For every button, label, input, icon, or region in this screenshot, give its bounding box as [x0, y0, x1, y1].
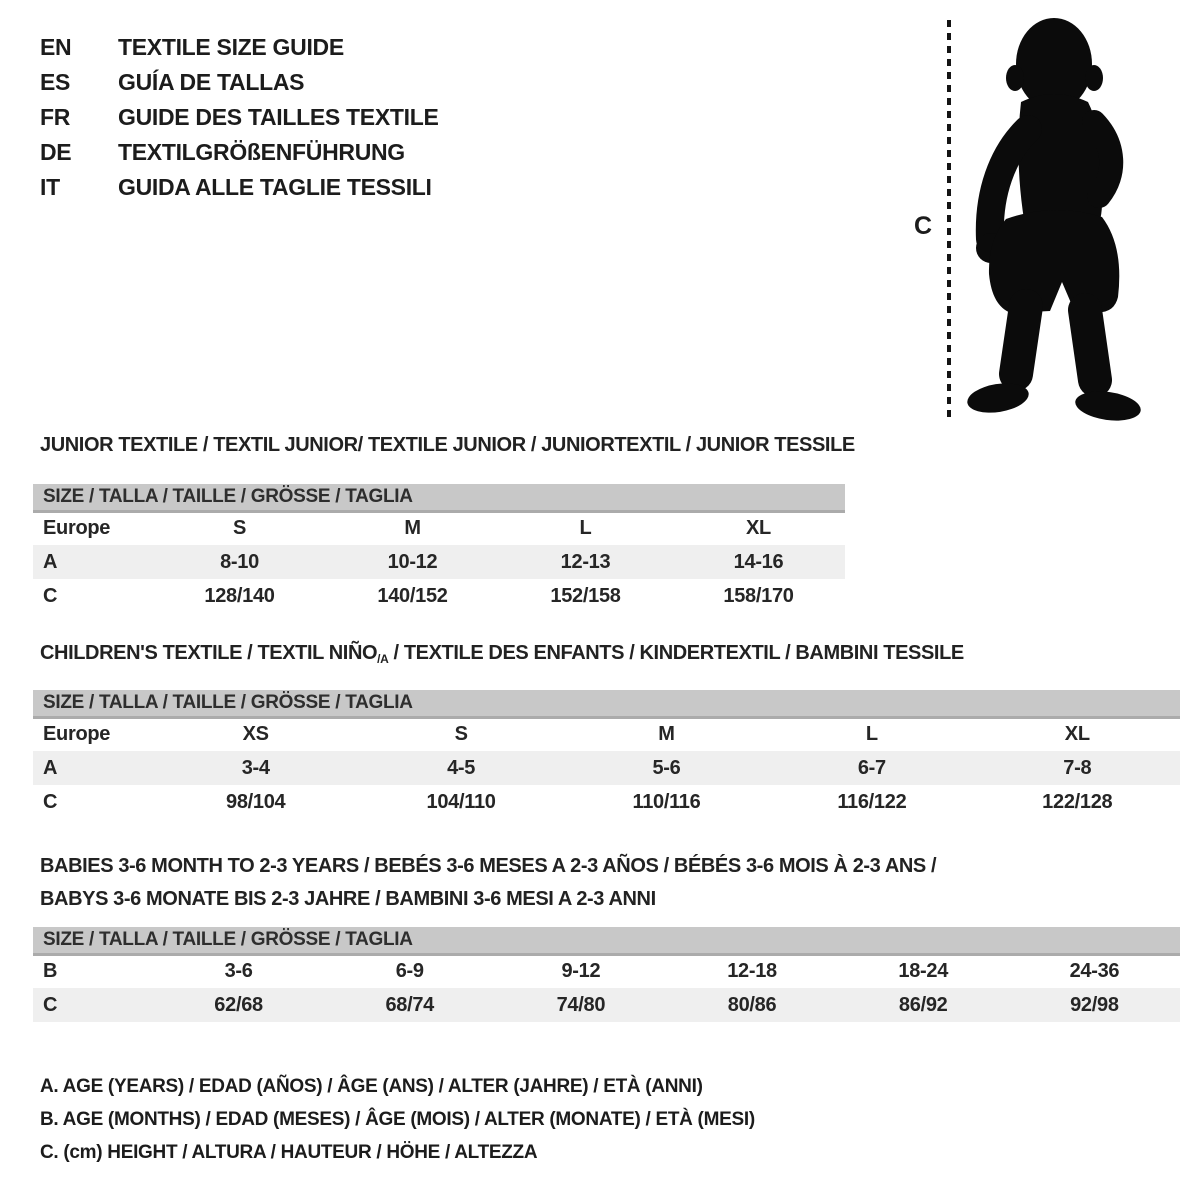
height-measure-label: C — [914, 212, 933, 240]
size-cell: 86/92 — [898, 993, 948, 1016]
size-cell: 24-36 — [1069, 960, 1120, 983]
language-row — [40, 65, 439, 100]
row-label: C — [43, 993, 58, 1016]
size-cell: 68/74 — [385, 993, 435, 1016]
children-section-title — [40, 642, 964, 666]
table-row — [33, 545, 845, 579]
language-row — [40, 135, 439, 170]
table-row — [33, 785, 1180, 819]
row-label: A — [43, 756, 58, 779]
size-cell: 62/68 — [214, 993, 263, 1016]
language-title: GUIDA ALLE TAGLIE TESSILI — [118, 174, 432, 200]
row-label: B — [43, 960, 58, 983]
children-title-text: / TEXTILE DES ENFANTS / KINDERTEXTIL / BAMBINI TESSILE — [388, 642, 964, 664]
language-title: TEXTILE SIZE GUIDE — [118, 34, 344, 60]
size-cell: XL — [1064, 723, 1090, 746]
size-cell: 3-6 — [224, 960, 253, 983]
table-row — [33, 751, 1180, 785]
language-row — [40, 100, 439, 135]
size-cell: 5-6 — [652, 756, 681, 779]
size-cell: 74/80 — [556, 993, 606, 1016]
language-code: DE — [40, 139, 72, 165]
row-label: Europe — [43, 517, 111, 540]
table-row — [33, 954, 1180, 988]
language-code: IT — [40, 174, 60, 200]
size-cell: 18-24 — [898, 960, 949, 983]
language-row — [40, 30, 439, 65]
size-band-header: SIZE / TALLA / TAILLE / GRÖSSE / TAGLIA — [33, 927, 1180, 954]
row-label: Europe — [43, 723, 111, 746]
legend-line-c: C. (cm) HEIGHT / ALTURA / HAUTEUR / HÖHE / ALTEZZA — [40, 1142, 538, 1163]
size-cell: 92/98 — [1070, 993, 1119, 1016]
size-cell: 9-12 — [561, 960, 601, 983]
size-cell: 110/116 — [632, 790, 701, 813]
language-row — [40, 170, 439, 205]
junior-size-table — [33, 484, 845, 613]
size-cell: 14-16 — [733, 550, 784, 573]
height-dashed-line — [947, 20, 951, 417]
size-cell: 128/140 — [204, 584, 275, 607]
size-band-header: SIZE / TALLA / TAILLE / GRÖSSE / TAGLIA — [33, 484, 845, 511]
size-cell: 12-18 — [727, 960, 777, 983]
size-cell: 4-5 — [447, 756, 476, 779]
table-row — [33, 717, 1180, 751]
size-cell: 158/170 — [723, 584, 794, 607]
size-cell: 122/128 — [1042, 790, 1113, 813]
size-cell: 6-9 — [395, 960, 424, 983]
language-code: ES — [40, 69, 71, 95]
legend-line-a: A. AGE (YEARS) / EDAD (AÑOS) / ÂGE (ANS) / ALTER (JAHRE) / ETÀ (ANNI) — [40, 1076, 703, 1097]
size-cell: M — [404, 517, 421, 540]
table-row — [33, 579, 845, 613]
size-cell: 3-4 — [241, 756, 270, 779]
row-label: C — [43, 584, 58, 607]
language-title: GUIDE DES TAILLES TEXTILE — [118, 104, 439, 130]
babies-title-line2: BABYS 3-6 MONATE BIS 2-3 JAHRE / BAMBINI 3-6 MESI A 2-3 ANNI — [40, 888, 656, 910]
size-cell: 152/158 — [550, 584, 621, 607]
language-code: FR — [40, 104, 71, 130]
row-label: C — [43, 790, 58, 813]
size-cell: L — [865, 723, 878, 746]
language-title: TEXTILGRÖßENFÜHRUNG — [118, 139, 405, 165]
children-title-text: CHILDREN'S TEXTILE / TEXTIL NIÑO — [40, 642, 378, 664]
legend-line-b: B. AGE (MONTHS) / EDAD (MESES) / ÂGE (MOIS) / ALTER (MONATE) / ETÀ (MESI) — [40, 1109, 755, 1130]
size-cell: 8-10 — [220, 550, 259, 573]
size-cell: XS — [242, 723, 269, 746]
size-cell: M — [658, 723, 675, 746]
size-cell: L — [579, 517, 592, 540]
language-header — [40, 30, 439, 205]
legend — [40, 1070, 755, 1169]
table-row — [33, 511, 845, 545]
size-band-header: SIZE / TALLA / TAILLE / GRÖSSE / TAGLIA — [33, 690, 1180, 717]
size-cell: XL — [746, 517, 771, 540]
size-cell: 116/122 — [837, 790, 907, 813]
size-cell: 6-7 — [857, 756, 886, 779]
size-cell: 98/104 — [226, 790, 286, 813]
row-label: A — [43, 550, 58, 573]
children-size-table — [33, 690, 1180, 819]
size-cell: 10-12 — [387, 550, 438, 573]
babies-title-line1: BABIES 3-6 MONTH TO 2-3 YEARS / BEBÉS 3-6 MESES A 2-3 AÑOS / BÉBÉS 3-6 MOIS À 2-3 ANS / — [40, 855, 937, 877]
toddler-silhouette-icon — [966, 14, 1144, 421]
babies-size-table — [33, 927, 1180, 1022]
children-title-subscript: /A — [377, 652, 389, 666]
size-cell: S — [454, 723, 468, 746]
table-row — [33, 988, 1180, 1022]
size-cell: 80/86 — [727, 993, 777, 1016]
size-cell: S — [232, 517, 247, 540]
junior-section-title: JUNIOR TEXTILE / TEXTIL JUNIOR/ TEXTILE JUNIOR / JUNIORTEXTIL / JUNIOR TESSILE — [40, 434, 855, 456]
language-title: GUÍA DE TALLAS — [118, 69, 305, 95]
size-cell: 12-13 — [560, 550, 611, 573]
size-cell: 140/152 — [377, 584, 448, 607]
babies-section-title — [40, 850, 936, 916]
language-code: EN — [40, 34, 72, 60]
size-cell: 7-8 — [1063, 756, 1092, 779]
size-cell: 104/110 — [426, 790, 496, 813]
